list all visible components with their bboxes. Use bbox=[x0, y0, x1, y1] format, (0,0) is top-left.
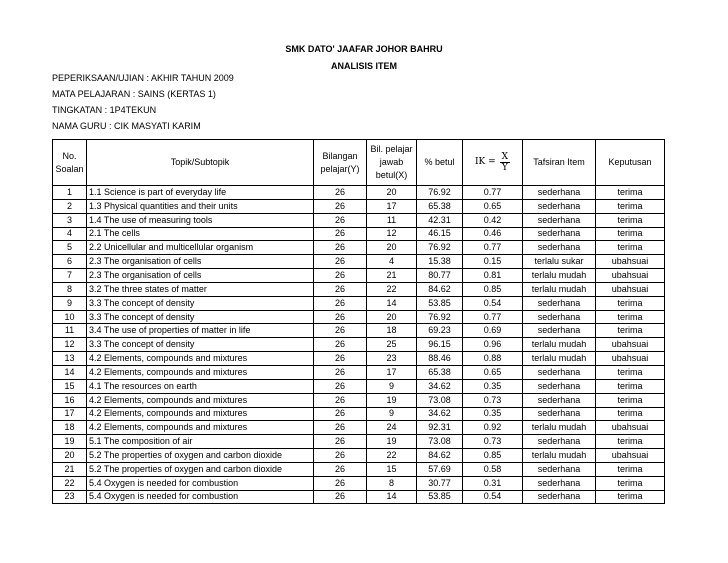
cell-topic: 2.3 The organisation of cells bbox=[87, 255, 314, 269]
ik-fraction bbox=[500, 152, 510, 173]
cell-tafsiran: sederhana bbox=[523, 227, 596, 241]
cell-no: 20 bbox=[53, 449, 87, 463]
table-row bbox=[53, 296, 665, 310]
cell-bil-betul: 18 bbox=[367, 324, 417, 338]
ik-formula bbox=[475, 152, 510, 173]
cell-keputusan: terima bbox=[596, 393, 665, 407]
cell-pct: 73.08 bbox=[417, 435, 463, 449]
cell-bil-betul: 12 bbox=[367, 227, 417, 241]
cell-keputusan: terima bbox=[596, 462, 665, 476]
cell-pct: 76.92 bbox=[417, 241, 463, 255]
table-row bbox=[53, 352, 665, 366]
cell-tafsiran: sederhana bbox=[523, 296, 596, 310]
cell-topic: 2.2 Unicellular and multicellular organism bbox=[87, 241, 314, 255]
cell-no: 2 bbox=[53, 199, 87, 213]
cell-topic: 5.1 The composition of air bbox=[87, 435, 314, 449]
cell-topic: 3.3 The concept of density bbox=[87, 338, 314, 352]
table-row bbox=[53, 379, 665, 393]
cell-keputusan: terima bbox=[596, 213, 665, 227]
cell-bil-betul: 24 bbox=[367, 421, 417, 435]
cell-pct: 53.85 bbox=[417, 296, 463, 310]
cell-bilangan: 26 bbox=[314, 421, 367, 435]
ik-denominator: Y bbox=[501, 163, 508, 173]
cell-tafsiran: sederhana bbox=[523, 476, 596, 490]
cell-no: 9 bbox=[53, 296, 87, 310]
table-row bbox=[53, 199, 665, 213]
cell-no: 1 bbox=[53, 186, 87, 200]
cell-pct: 76.92 bbox=[417, 186, 463, 200]
cell-tafsiran: sederhana bbox=[523, 407, 596, 421]
cell-bil-betul: 11 bbox=[367, 213, 417, 227]
cell-tafsiran: terlalu mudah bbox=[523, 352, 596, 366]
col-header-bil-betul: Bil. pelajar jawab betul(X) bbox=[367, 140, 417, 186]
cell-bilangan: 26 bbox=[314, 352, 367, 366]
cell-topic: 4.2 Elements, compounds and mixtures bbox=[87, 393, 314, 407]
table-row bbox=[53, 407, 665, 421]
cell-bilangan: 26 bbox=[314, 449, 367, 463]
cell-pct: 69.23 bbox=[417, 324, 463, 338]
col-header-bilangan: Bilangan pelajar(Y) bbox=[314, 140, 367, 186]
form-info: TINGKATAN : 1P4TEKUN bbox=[52, 105, 157, 115]
table-row bbox=[53, 421, 665, 435]
ik-numerator: X bbox=[501, 152, 509, 162]
cell-topic: 1.4 The use of measuring tools bbox=[87, 213, 314, 227]
cell-pct: 15.38 bbox=[417, 255, 463, 269]
table-row bbox=[53, 324, 665, 338]
table-row bbox=[53, 435, 665, 449]
cell-topic: 5.2 The properties of oxygen and carbon dioxide bbox=[87, 449, 314, 463]
cell-ik: 0.54 bbox=[463, 296, 523, 310]
cell-tafsiran: terlalu mudah bbox=[523, 338, 596, 352]
cell-topic: 4.2 Elements, compounds and mixtures bbox=[87, 365, 314, 379]
cell-keputusan: ubahsuai bbox=[596, 421, 665, 435]
cell-topic: 5.2 The properties of oxygen and carbon dioxide bbox=[87, 462, 314, 476]
cell-bil-betul: 9 bbox=[367, 379, 417, 393]
cell-ik: 0.85 bbox=[463, 282, 523, 296]
table-body bbox=[53, 186, 665, 504]
cell-tafsiran: terlalu mudah bbox=[523, 421, 596, 435]
cell-pct: 42.31 bbox=[417, 213, 463, 227]
cell-topic: 4.2 Elements, compounds and mixtures bbox=[87, 352, 314, 366]
cell-keputusan: ubahsuai bbox=[596, 255, 665, 269]
cell-keputusan: terima bbox=[596, 379, 665, 393]
col-header-no: No. Soalan bbox=[53, 140, 87, 186]
cell-tafsiran: sederhana bbox=[523, 365, 596, 379]
cell-no: 13 bbox=[53, 352, 87, 366]
cell-pct: 76.92 bbox=[417, 310, 463, 324]
cell-pct: 92.31 bbox=[417, 421, 463, 435]
cell-tafsiran: terlalu mudah bbox=[523, 449, 596, 463]
table-row bbox=[53, 213, 665, 227]
col-header-keputusan: Keputusan bbox=[596, 140, 665, 186]
cell-keputusan: terima bbox=[596, 435, 665, 449]
cell-keputusan: ubahsuai bbox=[596, 352, 665, 366]
cell-bilangan: 26 bbox=[314, 338, 367, 352]
cell-no: 10 bbox=[53, 310, 87, 324]
col-header-tafsiran: Tafsiran Item bbox=[523, 140, 596, 186]
cell-no: 5 bbox=[53, 241, 87, 255]
cell-bil-betul: 23 bbox=[367, 352, 417, 366]
table-row bbox=[53, 476, 665, 490]
cell-topic: 3.2 The three states of matter bbox=[87, 282, 314, 296]
col-header-topic: Topik/Subtopik bbox=[87, 140, 314, 186]
cell-pct: 30.77 bbox=[417, 476, 463, 490]
cell-keputusan: ubahsuai bbox=[596, 338, 665, 352]
cell-bil-betul: 22 bbox=[367, 449, 417, 463]
cell-bilangan: 26 bbox=[314, 393, 367, 407]
table-row bbox=[53, 186, 665, 200]
cell-ik: 0.85 bbox=[463, 449, 523, 463]
cell-pct: 34.62 bbox=[417, 407, 463, 421]
table-row bbox=[53, 338, 665, 352]
table-row bbox=[53, 365, 665, 379]
cell-tafsiran: sederhana bbox=[523, 324, 596, 338]
subject-info: MATA PELAJARAN : SAINS (KERTAS 1) bbox=[52, 89, 216, 99]
cell-topic: 3.3 The concept of density bbox=[87, 310, 314, 324]
cell-bil-betul: 17 bbox=[367, 199, 417, 213]
cell-pct: 73.08 bbox=[417, 393, 463, 407]
cell-keputusan: terima bbox=[596, 365, 665, 379]
cell-keputusan: terima bbox=[596, 241, 665, 255]
cell-pct: 53.85 bbox=[417, 490, 463, 504]
cell-bil-betul: 8 bbox=[367, 476, 417, 490]
cell-tafsiran: terlalu mudah bbox=[523, 269, 596, 283]
cell-ik: 0.58 bbox=[463, 462, 523, 476]
cell-bilangan: 26 bbox=[314, 255, 367, 269]
cell-keputusan: terima bbox=[596, 476, 665, 490]
cell-keputusan: terima bbox=[596, 296, 665, 310]
cell-bil-betul: 25 bbox=[367, 338, 417, 352]
cell-topic: 3.4 The use of properties of matter in life bbox=[87, 324, 314, 338]
table-row bbox=[53, 241, 665, 255]
cell-tafsiran: sederhana bbox=[523, 199, 596, 213]
cell-topic: 4.1 The resources on earth bbox=[87, 379, 314, 393]
cell-keputusan: terima bbox=[596, 407, 665, 421]
cell-no: 19 bbox=[53, 435, 87, 449]
cell-bil-betul: 4 bbox=[367, 255, 417, 269]
col-header-ik bbox=[463, 140, 523, 186]
cell-ik: 0.73 bbox=[463, 435, 523, 449]
table-row bbox=[53, 462, 665, 476]
cell-bil-betul: 20 bbox=[367, 310, 417, 324]
cell-bil-betul: 21 bbox=[367, 269, 417, 283]
cell-topic: 1.3 Physical quantities and their units bbox=[87, 199, 314, 213]
cell-ik: 0.46 bbox=[463, 227, 523, 241]
cell-keputusan: terima bbox=[596, 186, 665, 200]
cell-bil-betul: 22 bbox=[367, 282, 417, 296]
cell-ik: 0.65 bbox=[463, 199, 523, 213]
cell-pct: 46.15 bbox=[417, 227, 463, 241]
cell-ik: 0.54 bbox=[463, 490, 523, 504]
cell-bil-betul: 15 bbox=[367, 462, 417, 476]
cell-no: 12 bbox=[53, 338, 87, 352]
cell-keputusan: terima bbox=[596, 324, 665, 338]
cell-ik: 0.31 bbox=[463, 476, 523, 490]
cell-no: 18 bbox=[53, 421, 87, 435]
cell-pct: 57.69 bbox=[417, 462, 463, 476]
cell-bil-betul: 9 bbox=[367, 407, 417, 421]
col-header-pct: % betul bbox=[417, 140, 463, 186]
cell-bil-betul: 19 bbox=[367, 393, 417, 407]
cell-tafsiran: terlalu mudah bbox=[523, 282, 596, 296]
cell-tafsiran: sederhana bbox=[523, 462, 596, 476]
cell-no: 14 bbox=[53, 365, 87, 379]
table-row bbox=[53, 227, 665, 241]
cell-bilangan: 26 bbox=[314, 186, 367, 200]
cell-no: 23 bbox=[53, 490, 87, 504]
cell-bilangan: 26 bbox=[314, 476, 367, 490]
cell-pct: 80.77 bbox=[417, 269, 463, 283]
table-row bbox=[53, 269, 665, 283]
cell-bil-betul: 14 bbox=[367, 490, 417, 504]
item-analysis-table bbox=[52, 139, 665, 504]
cell-topic: 3.3 The concept of density bbox=[87, 296, 314, 310]
cell-ik: 0.88 bbox=[463, 352, 523, 366]
cell-ik: 0.77 bbox=[463, 241, 523, 255]
cell-no: 3 bbox=[53, 213, 87, 227]
cell-bilangan: 26 bbox=[314, 269, 367, 283]
cell-bilangan: 26 bbox=[314, 199, 367, 213]
cell-bilangan: 26 bbox=[314, 379, 367, 393]
school-title: SMK DATO' JAAFAR JOHOR BAHRU bbox=[285, 44, 443, 54]
cell-ik: 0.96 bbox=[463, 338, 523, 352]
cell-keputusan: ubahsuai bbox=[596, 282, 665, 296]
cell-pct: 84.62 bbox=[417, 449, 463, 463]
table-row bbox=[53, 490, 665, 504]
cell-topic: 2.1 The cells bbox=[87, 227, 314, 241]
table-row bbox=[53, 449, 665, 463]
cell-bilangan: 26 bbox=[314, 407, 367, 421]
cell-bilangan: 26 bbox=[314, 365, 367, 379]
table-row bbox=[53, 255, 665, 269]
table-row bbox=[53, 393, 665, 407]
cell-no: 6 bbox=[53, 255, 87, 269]
cell-pct: 65.38 bbox=[417, 365, 463, 379]
cell-ik: 0.42 bbox=[463, 213, 523, 227]
cell-tafsiran: sederhana bbox=[523, 379, 596, 393]
cell-pct: 65.38 bbox=[417, 199, 463, 213]
table-row bbox=[53, 282, 665, 296]
cell-no: 4 bbox=[53, 227, 87, 241]
cell-bil-betul: 19 bbox=[367, 435, 417, 449]
cell-pct: 88.46 bbox=[417, 352, 463, 366]
cell-keputusan: ubahsuai bbox=[596, 269, 665, 283]
cell-topic: 4.2 Elements, compounds and mixtures bbox=[87, 421, 314, 435]
cell-ik: 0.77 bbox=[463, 310, 523, 324]
cell-topic: 2.3 The organisation of cells bbox=[87, 269, 314, 283]
header-row bbox=[53, 140, 665, 186]
cell-ik: 0.77 bbox=[463, 186, 523, 200]
exam-info: PEPERIKSAAN/UJIAN : AKHIR TAHUN 2009 bbox=[52, 73, 234, 83]
cell-bil-betul: 20 bbox=[367, 186, 417, 200]
cell-ik: 0.81 bbox=[463, 269, 523, 283]
cell-keputusan: terima bbox=[596, 227, 665, 241]
cell-ik: 0.35 bbox=[463, 407, 523, 421]
cell-bilangan: 26 bbox=[314, 227, 367, 241]
cell-no: 15 bbox=[53, 379, 87, 393]
cell-keputusan: terima bbox=[596, 199, 665, 213]
cell-bil-betul: 17 bbox=[367, 365, 417, 379]
cell-bilangan: 26 bbox=[314, 241, 367, 255]
cell-bilangan: 26 bbox=[314, 282, 367, 296]
cell-topic: 1.1 Science is part of everyday life bbox=[87, 186, 314, 200]
cell-tafsiran: terlalu sukar bbox=[523, 255, 596, 269]
cell-tafsiran: sederhana bbox=[523, 393, 596, 407]
cell-ik: 0.69 bbox=[463, 324, 523, 338]
cell-no: 8 bbox=[53, 282, 87, 296]
cell-pct: 34.62 bbox=[417, 379, 463, 393]
table-row bbox=[53, 310, 665, 324]
cell-topic: 5.4 Oxygen is needed for combustion bbox=[87, 476, 314, 490]
report-subtitle: ANALISIS ITEM bbox=[330, 61, 397, 71]
cell-bilangan: 26 bbox=[314, 435, 367, 449]
cell-tafsiran: sederhana bbox=[523, 213, 596, 227]
teacher-info: NAMA GURU : CIK MASYATI KARIM bbox=[52, 121, 201, 131]
cell-bilangan: 26 bbox=[314, 213, 367, 227]
cell-ik: 0.73 bbox=[463, 393, 523, 407]
cell-bilangan: 26 bbox=[314, 324, 367, 338]
cell-tafsiran: sederhana bbox=[523, 435, 596, 449]
cell-tafsiran: sederhana bbox=[523, 186, 596, 200]
cell-bilangan: 26 bbox=[314, 310, 367, 324]
cell-topic: 5.4 Oxygen is needed for combustion bbox=[87, 490, 314, 504]
cell-bil-betul: 14 bbox=[367, 296, 417, 310]
cell-keputusan: terima bbox=[596, 310, 665, 324]
cell-ik: 0.35 bbox=[463, 379, 523, 393]
cell-ik: 0.92 bbox=[463, 421, 523, 435]
cell-no: 17 bbox=[53, 407, 87, 421]
cell-tafsiran: sederhana bbox=[523, 241, 596, 255]
cell-bilangan: 26 bbox=[314, 490, 367, 504]
cell-pct: 84.62 bbox=[417, 282, 463, 296]
cell-pct: 96.15 bbox=[417, 338, 463, 352]
cell-keputusan: terima bbox=[596, 490, 665, 504]
cell-keputusan: ubahsuai bbox=[596, 449, 665, 463]
cell-no: 11 bbox=[53, 324, 87, 338]
cell-no: 21 bbox=[53, 462, 87, 476]
cell-ik: 0.65 bbox=[463, 365, 523, 379]
ik-formula-lhs: IK = bbox=[474, 157, 496, 167]
cell-no: 7 bbox=[53, 269, 87, 283]
cell-tafsiran: sederhana bbox=[523, 310, 596, 324]
cell-bilangan: 26 bbox=[314, 462, 367, 476]
cell-no: 16 bbox=[53, 393, 87, 407]
cell-tafsiran: sederhana bbox=[523, 490, 596, 504]
cell-topic: 4.2 Elements, compounds and mixtures bbox=[87, 407, 314, 421]
cell-no: 22 bbox=[53, 476, 87, 490]
cell-bil-betul: 20 bbox=[367, 241, 417, 255]
cell-bilangan: 26 bbox=[314, 296, 367, 310]
cell-ik: 0.15 bbox=[463, 255, 523, 269]
